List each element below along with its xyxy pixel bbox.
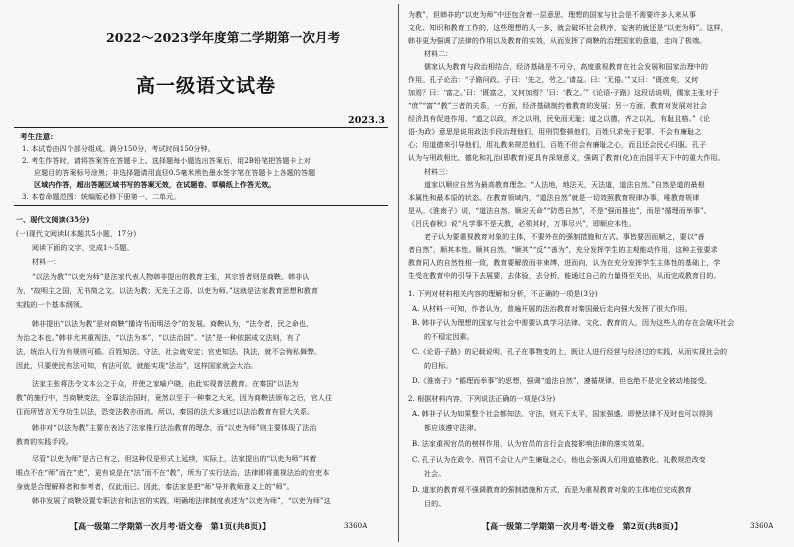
- paragraph-line: 者自然”，顺其本性。顺其自然，“顺其”“反”“善为”，充分发挥学生的主观能动作用，这种主张要求: [408, 246, 718, 254]
- question-option: 的不稳定因素。: [424, 333, 474, 341]
- paragraph-line: 道家以顺应自然为最高教育理念。“人法地，地法天，天法道，道法自然。”自然是道的最根: [424, 181, 705, 189]
- exam-heading: 2022～2023学年度第二学期第一次月考: [106, 31, 341, 45]
- page-footer: 【高一级第二学期第一次月考·语文卷 第1页(共8页)】: [70, 522, 271, 531]
- paragraph-line: 韩非提出“以法为教”是对商鞅“播诗书而明法令”的发展。商鞅认为，“法令者，民之命也，: [32, 320, 314, 328]
- question-option: 社会。: [424, 470, 446, 478]
- subsection-title: (一)现代文阅读Ⅰ(本题共5小题，17分): [16, 230, 137, 238]
- paragraph-line: 身就是合理解释者和参考者，仅此而已。因此，秦法家是把“师”导并教师意义上的“师”。: [16, 483, 294, 491]
- paragraph-line: 实践的一个基本纲领。: [16, 301, 87, 309]
- paragraph-line: 语·为政》意思是说用政法手段治理他们，用刑罚整顿他们，百姓只求免于犯罪，不会有廉耻之: [408, 128, 702, 136]
- paragraph-line: 老子认为要重视教育对象的主体，不要外在的强制措施和方式。事皆要因而顺之，要以“善: [424, 233, 705, 241]
- question-option: D. 道家的教育观不强调教育的强制措施和方式，而是为重视教育对象的主体地位完成教育: [412, 486, 692, 494]
- notice-title: 考生注意:: [20, 133, 54, 141]
- page-footer: 【高一级第二学期第一次月考·语文卷 第2页(共8页)】: [482, 522, 683, 531]
- question-stem: 2. 根据材料内容，下列说法正确的一项是(3分): [408, 395, 556, 403]
- paragraph-line: 韩非更为强调了法律的作用以及教育的实效，从而发挥了商鞅的治理国家的意道，走向了极端。: [408, 37, 707, 45]
- paragraph-line: 为治之本也。”韩非尤其重视法，“以法为本”，“以法治国”。“法”是一种依据成文法则，有了: [16, 334, 301, 342]
- paragraph-line: 是从。《淮南子》说，“道法自然，顺应天命”“防患自然”，不是“强而推也”，而是“循理而举事”。: [408, 207, 711, 215]
- question-option: A. 韩非子认为如果整个社会都知法、守法，则天下太平，国家强盛，即使法律不及时也可以得到: [412, 410, 713, 418]
- reading-instruction: 阅读下面的文字，完成1～5题。: [32, 244, 134, 252]
- paragraph-line: 尽管“以吏为师”是古已有之，但这种仅是形式上延续，实际上，法家提出的“以吏为师”其着: [32, 455, 317, 463]
- paragraph-line: 经济具有促进作用。“道之以政，齐之以刑，民免而无耻；道之以德，齐之以礼，有耻且格。”《论: [408, 115, 711, 123]
- question-option: A. 从材料一可知，作者认为，普遍开展的法治教育对秦国最后走向强大发挥了很大作用。: [412, 305, 692, 313]
- paragraph-line: 往而所皆言无夺功生以法，恐变法教亦而流。所以，秦国的法大多通过以法治教育有很大关系。: [16, 408, 315, 416]
- question-option: C. 孔子认为在政令、刑罚不会让人产生廉耻之心，他也会强调人们用道德教化、礼教规范改变: [412, 456, 706, 464]
- page-divider: [398, 4, 399, 542]
- material-label: 材料一：: [32, 258, 61, 266]
- paper-code: 3360A: [750, 522, 774, 530]
- question-option: D.《淮南子》“循理而举事”的思想，强调“道法自然”，遵循规律，但也绝不是完全被动地接受。: [412, 377, 712, 385]
- paragraph-line: 《吕氏春秋》说“凡学事不是天教，必须其时，万事尽兴”，即顺应本性。: [408, 220, 636, 228]
- paragraph-line: 认为与刑政相比，德化和礼治(即教育)更具有深刻意义，强调了教育(化)在治国平天下中的重大作用。: [408, 154, 725, 162]
- paragraph-line: 心；用道德来引导他们，用礼教来规范他们，百姓不但会有廉耻之心，而且还会民心归服。孔子: [408, 141, 707, 149]
- question-option: 都应该遵守法律。: [424, 424, 481, 432]
- notice-line: 区域内作答，超出答题区域书写的答案无效，在试题卷、草稿纸上作答无效。: [34, 181, 276, 189]
- paragraph-line: “庶”“富”“教”三者的关系，一方面，经济基础制约着教育的发展；另一方面，教育对发展对社会: [408, 102, 707, 110]
- paper-title: 高一级语文试卷: [136, 75, 277, 97]
- question-option: B. 韩非子认为理想的国家与社会中需要认真学习法律、文化、教育的人，因为这些人的存在会破坏社会: [412, 319, 735, 327]
- question-option: 的目标。: [424, 362, 453, 370]
- notice-line: 1. 本试卷由四个部分组成。满分150分，考试时间150分钟。: [22, 145, 215, 153]
- paragraph-line: 加焉？曰：‘富之。’曰：‘既富之，又何加焉？’曰：‘教之。’”《论语·子路》这段话说明，儒家主张对于: [408, 89, 720, 97]
- paragraph-line: 韩非发展了商鞅设置专职法官和法官的实践，明确地法律制度表述为“以吏为师”，“以吏为师”这: [32, 497, 331, 505]
- question-stem: 1. 下列对材料相关内容的理解和分析，不正确的一项是(3分): [408, 290, 598, 298]
- page-1: [8, 0, 392, 547]
- notice-line: 应题目的答案标号涂黑；非选择题请用直径0.5毫米黑色墨水签字笔在答题卡上各题的答题: [34, 169, 316, 177]
- paragraph-line: 教”的施行中，当商鞅变法，全靠法治国时，竟然以至于一种秦之大光，因为商鞅法颁布之后，官人往: [16, 394, 333, 402]
- paragraph-line: 韩非对“以法为教”主要在表达了法家推行法治教育的理念，而“以吏为师”则主要体现了法治: [32, 424, 317, 432]
- section-title: 一、现代文阅读(35分): [16, 216, 90, 224]
- paragraph-line: 眼点不在“师”而在“吏”，更有说是在“法”而不在“教”，所为了实行法治，法律即将重视法治的官吏本: [16, 469, 330, 477]
- exam-date: 2023.3: [348, 115, 385, 126]
- paragraph-line: 本属性和最本原的状态。在教育领域内，“道法自然”就是一切效照教育规律办事，唯教育规律: [408, 194, 700, 202]
- notice-line: 3. 本卷命题范围：统编版必修下册第一、二单元。: [22, 193, 181, 201]
- paragraph-line: 作用。孔子论治：“子路问政。子曰：‘先之，劳之。’请益。曰：‘无倦。’”又曰：“既庶矣，又何: [408, 76, 699, 84]
- notice-top-rule: [14, 127, 388, 128]
- question-option: C.《论语·子路》的记载说明，孔子在事物变的上，既让人进行经营与经济过的实践，从而实现社会的: [412, 348, 728, 356]
- notice-bottom-rule: [14, 205, 388, 206]
- material-label: 材料三：: [424, 168, 453, 176]
- material-label: 材料二：: [424, 50, 453, 58]
- question-option: 目的。: [424, 500, 446, 508]
- paragraph-line: 为，“故明主之国，无书简之文，以法为教；无先王之语，以吏为师。”这就是法家教育思想和教育: [16, 287, 319, 295]
- notice-line: 2. 考生作答时，请将答案答在答题卡上。选择题每小题选出答案后，用2B铅笔把答题卡上对: [22, 157, 311, 165]
- paragraph-line: 生受在教育中的引导下去展要，去体验，去分析，能通过自己的力量得至关出，从而完成教育目的。: [408, 272, 721, 280]
- paragraph-line: 法家主张将法令文本公之于众，并使之家喻户晓，由此实现普法教育。在秦国“以法为: [32, 380, 299, 388]
- paragraph-line: 文化、知识和教育工作的，这些理想的人一多，就会破坏社会秩序，妄害的就还是“以吏为师”。这样，: [408, 24, 728, 32]
- paragraph-line: 教育同人的自然性相一致，教育要解放而非束缚，进而向，认为在充分发挥学生主体性的基础上，学: [408, 259, 721, 267]
- paragraph-line: 为教”，但韩非的“以吏为师”中还包含着一层意思，理想的国家与社会是不需要许多人来从事: [408, 11, 696, 19]
- paragraph-line: 法，统治人行为有规则可循。百姓知法、守法，社会就安定；官吏知法、执法，就不会徇私舞弊。: [16, 348, 322, 356]
- paragraph-line: “以法为教”“以吏为师”是法家代表人物韩非提出的教育主张，其宗旨者则是商鞅。韩非认: [32, 273, 310, 281]
- paragraph-line: 儒家认为教育与政治相结合，经济基础是不可分，高度重视教育在社会发展和国家治理中的: [424, 63, 708, 71]
- page-2: [404, 0, 788, 547]
- paragraph-line: 因此，只要使民有法可知，有法可依，就能实现“法治”，这样国家就会大治。: [16, 362, 258, 370]
- paper-code: 3360A: [344, 522, 368, 530]
- paragraph-line: 教育的实践手段。: [16, 438, 73, 446]
- question-option: B. 法家重视官员的榜样作用，认为官员的言行会直接影响法律的落实效果。: [412, 440, 650, 448]
